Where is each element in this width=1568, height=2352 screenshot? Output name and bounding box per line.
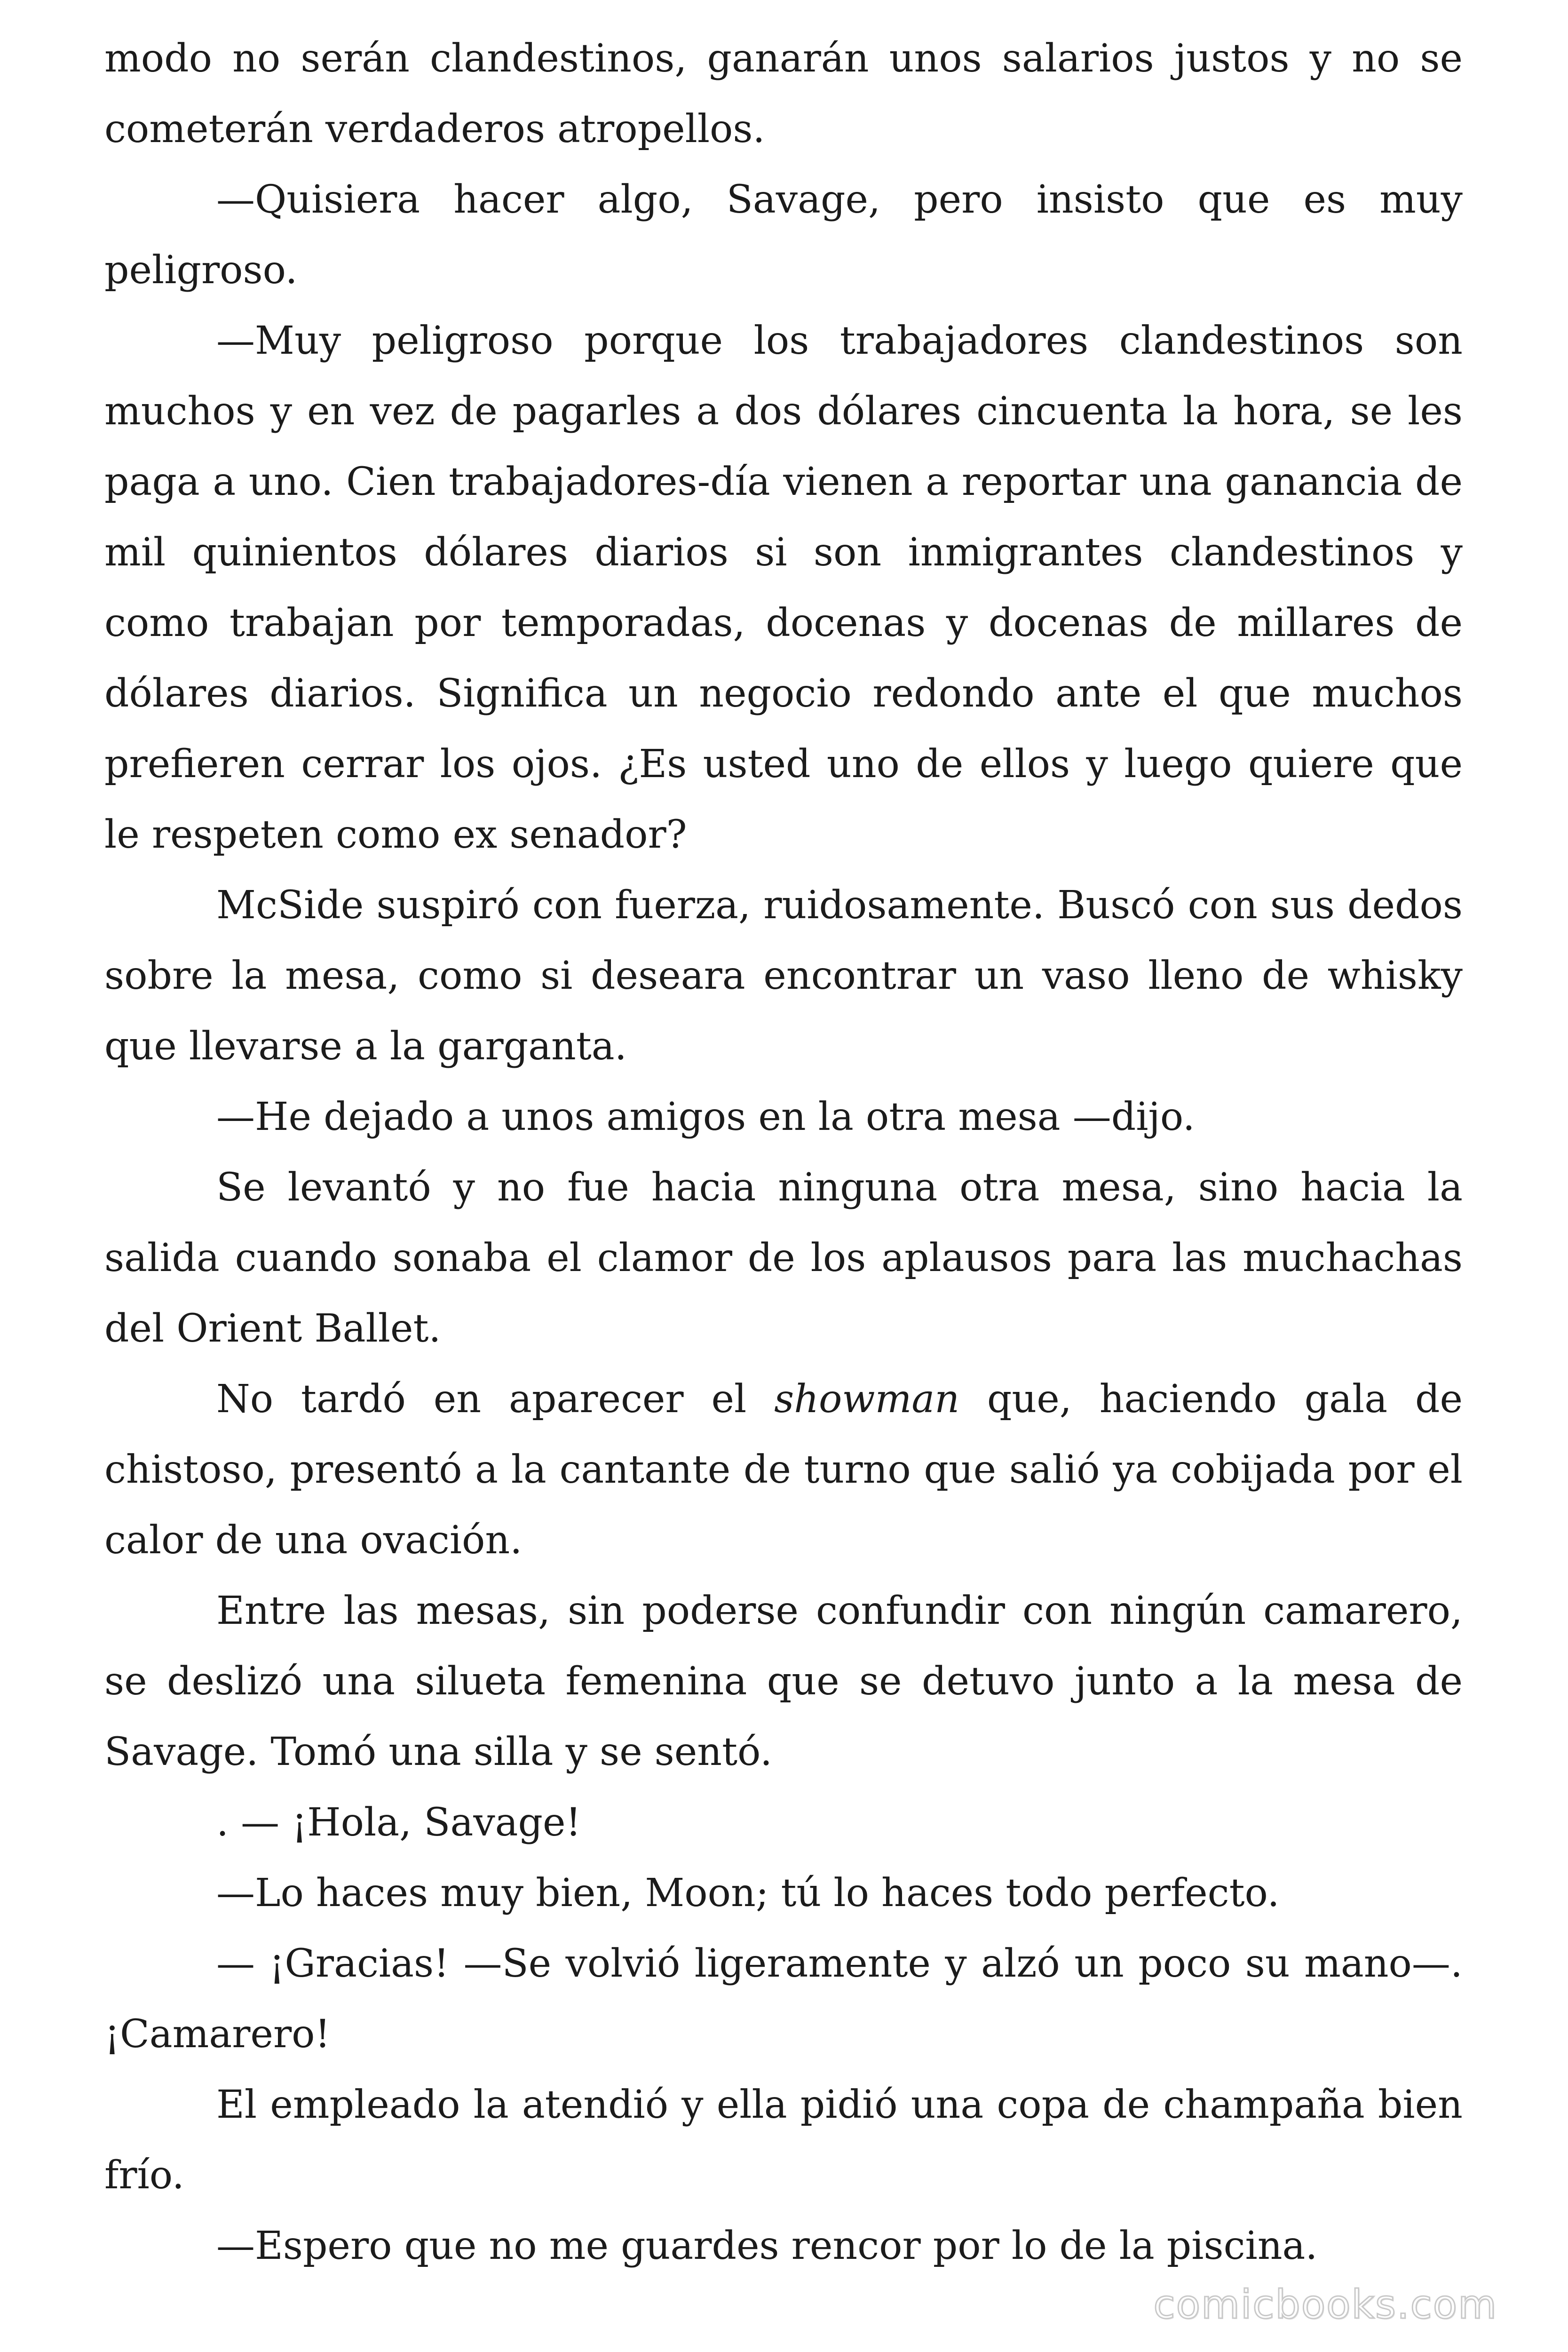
paragraph-11: — ¡Gracias! —Se volvió ligeramente y alzó un poco su mano—. ¡Camarero! — [104, 1941, 1463, 2057]
paragraph-7 — [104, 1364, 1463, 1576]
body-text — [104, 24, 1463, 2281]
paragraph-1: modo no serán clandestinos, ganarán unos salarios justos y no se cometerán verdaderos atropellos. — [104, 36, 1463, 151]
paragraph-4: McSide suspiró con fuerza, ruidosamente. Buscó con sus dedos sobre la mesa, como si deseara encontrar un vaso lleno de whisky que llevarse a la garganta. — [104, 883, 1463, 1069]
paragraph-13: —Espero que no me guardes rencor por lo de la piscina. — [216, 2224, 1318, 2268]
watermark: comicbooks.com — [1153, 2281, 1497, 2328]
paragraph-7-before: No tardó en aparecer el — [216, 1377, 775, 1422]
paragraph-12: El empleado la atendió y ella pidió una copa de champaña bien frío. — [104, 2082, 1463, 2198]
paragraph-10: —Lo haces muy bien, Moon; tú lo haces todo perfecto. — [216, 1871, 1280, 1915]
paragraph-3: —Muy peligroso porque los trabajadores clandestinos son muchos y en vez de pagarles a dos dólares cincuenta la hora, se les paga a uno. Cien trabajadores-día vienen a reportar una ganancia de mil quinientos dólares diarios si son inmigrantes clandestinos y como trabajan por temporadas, docenas y docenas de millares de dólares diarios. Significa un negocio redondo ante el que muchos prefieren cerrar los ojos. ¿Es usted uno de ellos y luego quiere que le respeten como ex senador? — [104, 318, 1463, 857]
paragraph-7-after: que, haciendo gala de chistoso, presentó a la cantante de turno que salió ya cobijada por el calor de una ovación. — [104, 1377, 1463, 1563]
paragraph-2: —Quisiera hacer algo, Savage, pero insisto que es muy peligroso. — [104, 177, 1463, 293]
paragraph-9: . — ¡Hola, Savage! — [216, 1800, 581, 1845]
paragraph-6: Se levantó y no fue hacia ninguna otra mesa, sino hacia la salida cuando sonaba el clamor de los aplausos para las muchachas del Orient Ballet. — [104, 1165, 1463, 1351]
paragraph-7-italic-word: showman — [774, 1377, 960, 1422]
paragraph-5: —He dejado a unos amigos en la otra mesa —dijo. — [216, 1095, 1195, 1139]
paragraph-8: Entre las mesas, sin poderse confundir con ningún camarero, se deslizó una silueta femenina que se detuvo junto a la mesa de Savage. Tomó una silla y se sentó. — [104, 1589, 1463, 1774]
